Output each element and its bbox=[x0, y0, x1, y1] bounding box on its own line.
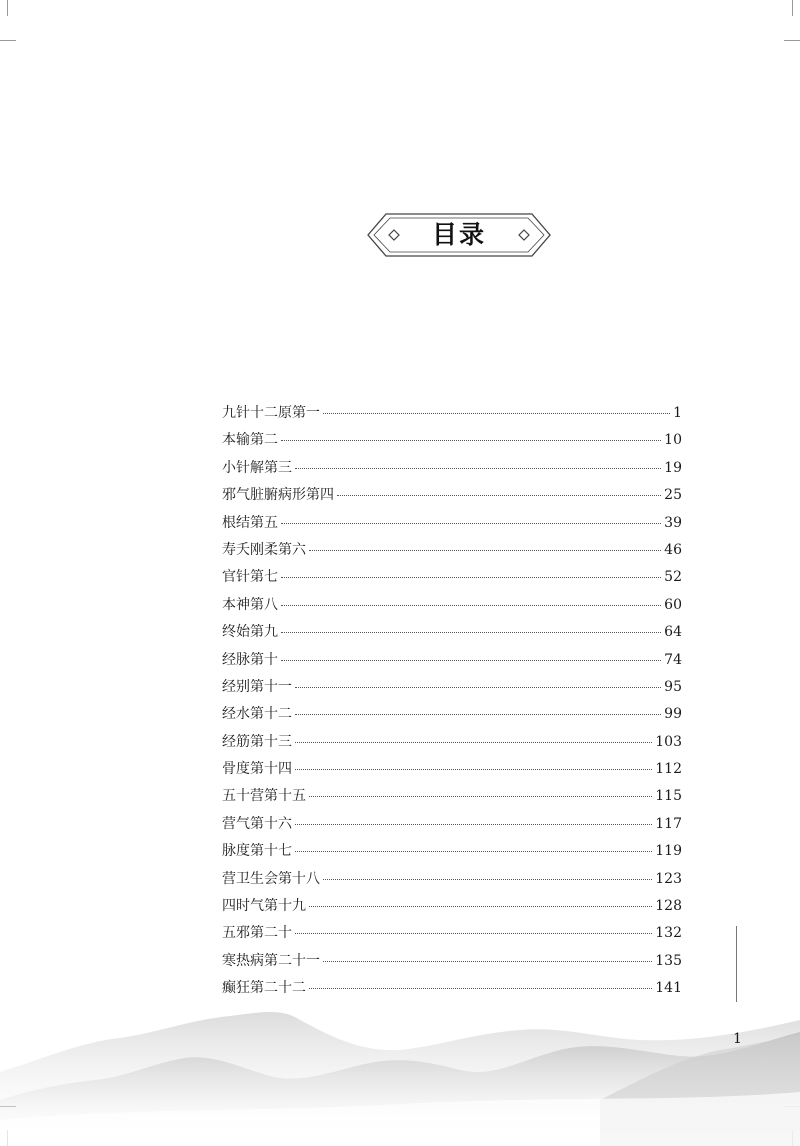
toc-entry-title: 经别第十一 bbox=[222, 678, 292, 695]
toc-entry-title: 寒热病第二十一 bbox=[222, 952, 320, 969]
dot-leader bbox=[309, 988, 652, 989]
toc-entry-page: 64 bbox=[664, 624, 682, 641]
toc-entry-page: 117 bbox=[655, 815, 682, 832]
toc-entry-page: 46 bbox=[664, 541, 682, 558]
dot-leader bbox=[295, 824, 652, 825]
dot-leader bbox=[295, 468, 661, 469]
dot-leader bbox=[281, 605, 661, 606]
toc-entry-title: 癫狂第二十二 bbox=[222, 980, 306, 997]
toc-entry-page: 135 bbox=[655, 952, 682, 969]
toc-entry-title: 根结第五 bbox=[222, 514, 278, 531]
toc-entry[interactable] bbox=[222, 676, 682, 703]
toc-entry-page: 132 bbox=[655, 925, 682, 942]
toc-entry-title: 五邪第二十 bbox=[222, 925, 292, 942]
toc-entry-title: 营卫生会第十八 bbox=[222, 870, 320, 887]
dot-leader bbox=[295, 687, 661, 688]
toc-entry[interactable] bbox=[222, 703, 682, 730]
toc-entry[interactable] bbox=[222, 758, 682, 785]
toc-entry-title: 寿夭刚柔第六 bbox=[222, 541, 306, 558]
toc-entry-page: 39 bbox=[664, 514, 682, 531]
toc-entry-title: 骨度第十四 bbox=[222, 761, 292, 778]
toc-entry[interactable] bbox=[222, 813, 682, 840]
toc-entry-page: 141 bbox=[655, 980, 682, 997]
dot-leader bbox=[295, 742, 652, 743]
toc-entry-title: 官针第七 bbox=[222, 569, 278, 586]
toc-entry-page: 128 bbox=[655, 898, 682, 915]
mountain-landscape-illustration bbox=[0, 980, 800, 1146]
dot-leader bbox=[281, 523, 661, 524]
toc-title-banner bbox=[366, 212, 552, 258]
dot-leader bbox=[295, 851, 652, 852]
toc-entry-page: 115 bbox=[655, 788, 682, 805]
toc-entry-page: 1 bbox=[673, 405, 682, 421]
toc-entry-page: 112 bbox=[655, 761, 682, 778]
toc-entry-title: 营气第十六 bbox=[222, 815, 292, 832]
toc-entry[interactable] bbox=[222, 895, 682, 922]
toc-entry-page: 95 bbox=[664, 678, 682, 695]
toc-entry-title: 本输第二 bbox=[222, 432, 278, 449]
toc-entry-title: 五十营第十五 bbox=[222, 788, 306, 805]
page-number: 1 bbox=[733, 1031, 742, 1047]
toc-entry-title: 小针解第三 bbox=[222, 459, 292, 476]
toc-entry-page: 74 bbox=[664, 651, 682, 668]
toc-entry[interactable] bbox=[222, 402, 682, 429]
toc-entry-title: 经筋第十三 bbox=[222, 733, 292, 750]
dot-leader bbox=[281, 577, 661, 578]
crop-mark-top-left-horizontal bbox=[0, 40, 16, 41]
toc-entry[interactable] bbox=[222, 840, 682, 867]
dot-leader bbox=[323, 961, 652, 962]
dot-leader bbox=[309, 906, 652, 907]
toc-entry[interactable] bbox=[222, 484, 682, 511]
toc-entry[interactable] bbox=[222, 649, 682, 676]
toc-entry[interactable] bbox=[222, 785, 682, 812]
margin-rule bbox=[736, 926, 737, 1002]
toc-entry-title: 经水第十二 bbox=[222, 706, 292, 723]
toc-entry-page: 123 bbox=[655, 870, 682, 887]
toc-entry-title: 邪气脏腑病形第四 bbox=[222, 487, 334, 504]
toc-entry[interactable] bbox=[222, 950, 682, 977]
toc-entry[interactable] bbox=[222, 731, 682, 758]
dot-leader bbox=[281, 660, 661, 661]
dot-leader bbox=[309, 796, 652, 797]
dot-leader bbox=[295, 933, 652, 934]
toc-entry-title: 终始第九 bbox=[222, 624, 278, 641]
toc-entry-page: 103 bbox=[655, 733, 682, 750]
toc-entry[interactable] bbox=[222, 457, 682, 484]
dot-leader bbox=[323, 879, 652, 880]
toc-title: 目录 bbox=[431, 220, 486, 249]
crop-mark-top-left-vertical bbox=[7, 0, 8, 16]
toc-entry-title: 九针十二原第一 bbox=[222, 405, 320, 421]
dot-leader bbox=[337, 495, 661, 496]
toc-entry-page: 99 bbox=[664, 706, 682, 723]
table-of-contents bbox=[222, 402, 682, 1005]
dot-leader bbox=[281, 632, 661, 633]
crop-mark-top-right-vertical bbox=[792, 0, 793, 16]
toc-entry-page: 60 bbox=[664, 596, 682, 613]
toc-entry-page: 119 bbox=[655, 843, 682, 860]
toc-entry-title: 经脉第十 bbox=[222, 651, 278, 668]
crop-mark-top-right-horizontal bbox=[784, 40, 800, 41]
toc-entry[interactable] bbox=[222, 621, 682, 648]
toc-entry-page: 10 bbox=[664, 432, 682, 449]
toc-entry[interactable] bbox=[222, 594, 682, 621]
toc-entry[interactable] bbox=[222, 977, 682, 1004]
toc-entry[interactable] bbox=[222, 868, 682, 895]
dot-leader bbox=[281, 440, 661, 441]
toc-entry[interactable] bbox=[222, 922, 682, 949]
toc-entry[interactable] bbox=[222, 429, 682, 456]
toc-entry[interactable] bbox=[222, 566, 682, 593]
dot-leader bbox=[295, 714, 661, 715]
dot-leader bbox=[295, 769, 652, 770]
toc-entry-title: 本神第八 bbox=[222, 596, 278, 613]
toc-entry-page: 52 bbox=[664, 569, 682, 586]
toc-entry-page: 19 bbox=[664, 459, 682, 476]
dot-leader bbox=[323, 413, 670, 414]
toc-entry-title: 四时气第十九 bbox=[222, 898, 306, 915]
toc-entry-page: 25 bbox=[664, 487, 682, 504]
toc-entry[interactable] bbox=[222, 512, 682, 539]
dot-leader bbox=[309, 550, 661, 551]
toc-entry-title: 脉度第十七 bbox=[222, 843, 292, 860]
toc-entry[interactable] bbox=[222, 539, 682, 566]
